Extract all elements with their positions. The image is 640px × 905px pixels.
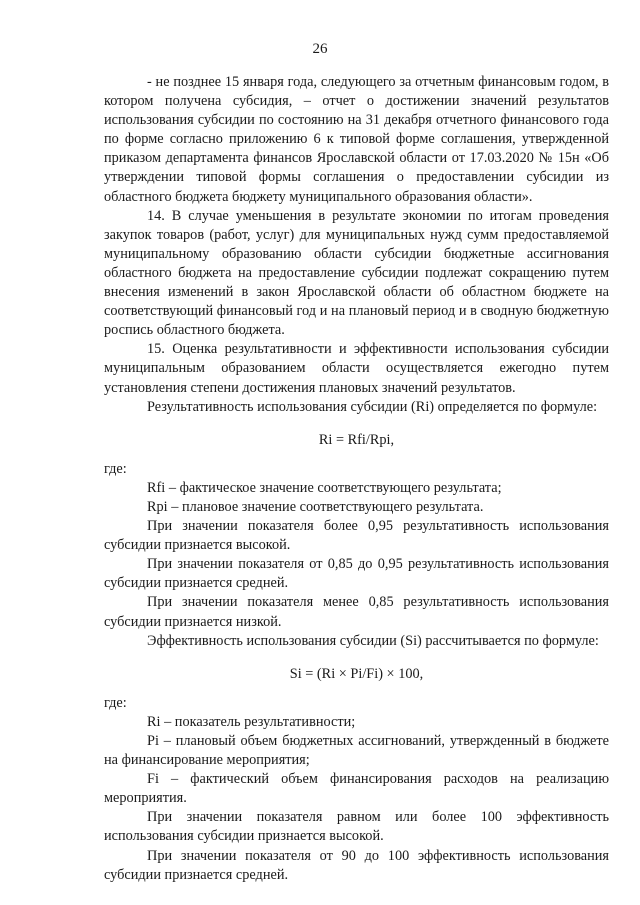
formula-effectiveness: Ri = Rfi/Rpi, xyxy=(318,431,395,448)
where-label: где: xyxy=(104,694,127,711)
definition-item: Rfi – фактическое значение соответствующего результата; xyxy=(147,479,502,496)
page-number: 26 xyxy=(312,41,328,57)
definition-item: Pi – плановый объем бюджетных ассигнований, утвержденный в бюджете на финансирование мероприятия; xyxy=(104,733,609,769)
formula-efficiency: Si = (Ri × Pi/Fi) × 100, xyxy=(289,665,424,682)
definition-item: Ri – показатель результативности; xyxy=(147,713,356,730)
document-body xyxy=(104,73,609,885)
where-label: где: xyxy=(104,460,127,477)
paragraph-low: При значении показателя менее 0,85 результативность использования субсидии признается низкой. xyxy=(104,594,609,630)
paragraph-efficiency-medium: При значении показателя от 90 до 100 эффективность использования субсидии признается средней. xyxy=(104,847,609,883)
paragraph-report-deadline: - не позднее 15 января года, следующего за отчетным финансовым годом, в котором получена субсидия, – отчет о достижении значений результатов использования субсидии по состоянию на 31 декабря отчетного финансового года по форме согласно приложению 6 к типовой форме соглашения, утвержденной приказом департамента финансов Ярославской области от 17.03.2020 № 15н «Об утверждении типовой формы соглашения о предоставлении субсидии из областного бюджета бюджету муниципального образования области». xyxy=(104,74,609,205)
paragraph-high: При значении показателя более 0,95 результативность использования субсидии признается высокой. xyxy=(104,518,609,554)
paragraph-effectiveness-intro: Результативность использования субсидии (Ri) определяется по формуле: xyxy=(147,398,598,415)
definition-item: Rpi – плановое значение соответствующего результата. xyxy=(147,498,484,515)
definition-item: Fi – фактический объем финансирования расходов на реализацию мероприятия. xyxy=(104,771,609,807)
paragraph-15: 15. Оценка результативности и эффективности использования субсидии муниципальным образованием области осуществляется ежегодно путем установления степени достижения плановых значений результатов. xyxy=(104,341,609,396)
paragraph-efficiency-high: При значении показателя равном или более 100 эффективность использования субсидии признается высокой. xyxy=(104,809,609,845)
paragraph-14: 14. В случае уменьшения в результате экономии по итогам проведения закупок товаров (работ, услуг) для муниципальных нужд сумм предоставляемой муниципальному образованию области субсидии бюджетные ассигнования областного бюджета на предоставление субсидии подлежат сокращению путем внесения изменений в закон Ярославской области об областном бюджете на соответствующий финансовый год и на плановый период и в сводную бюджетную роспись областного бюджета. xyxy=(104,207,609,339)
paragraph-efficiency-intro: Эффективность использования субсидии (Si) рассчитывается по формуле: xyxy=(147,632,599,649)
paragraph-medium: При значении показателя от 0,85 до 0,95 результативность использования субсидии признается средней. xyxy=(104,556,609,592)
